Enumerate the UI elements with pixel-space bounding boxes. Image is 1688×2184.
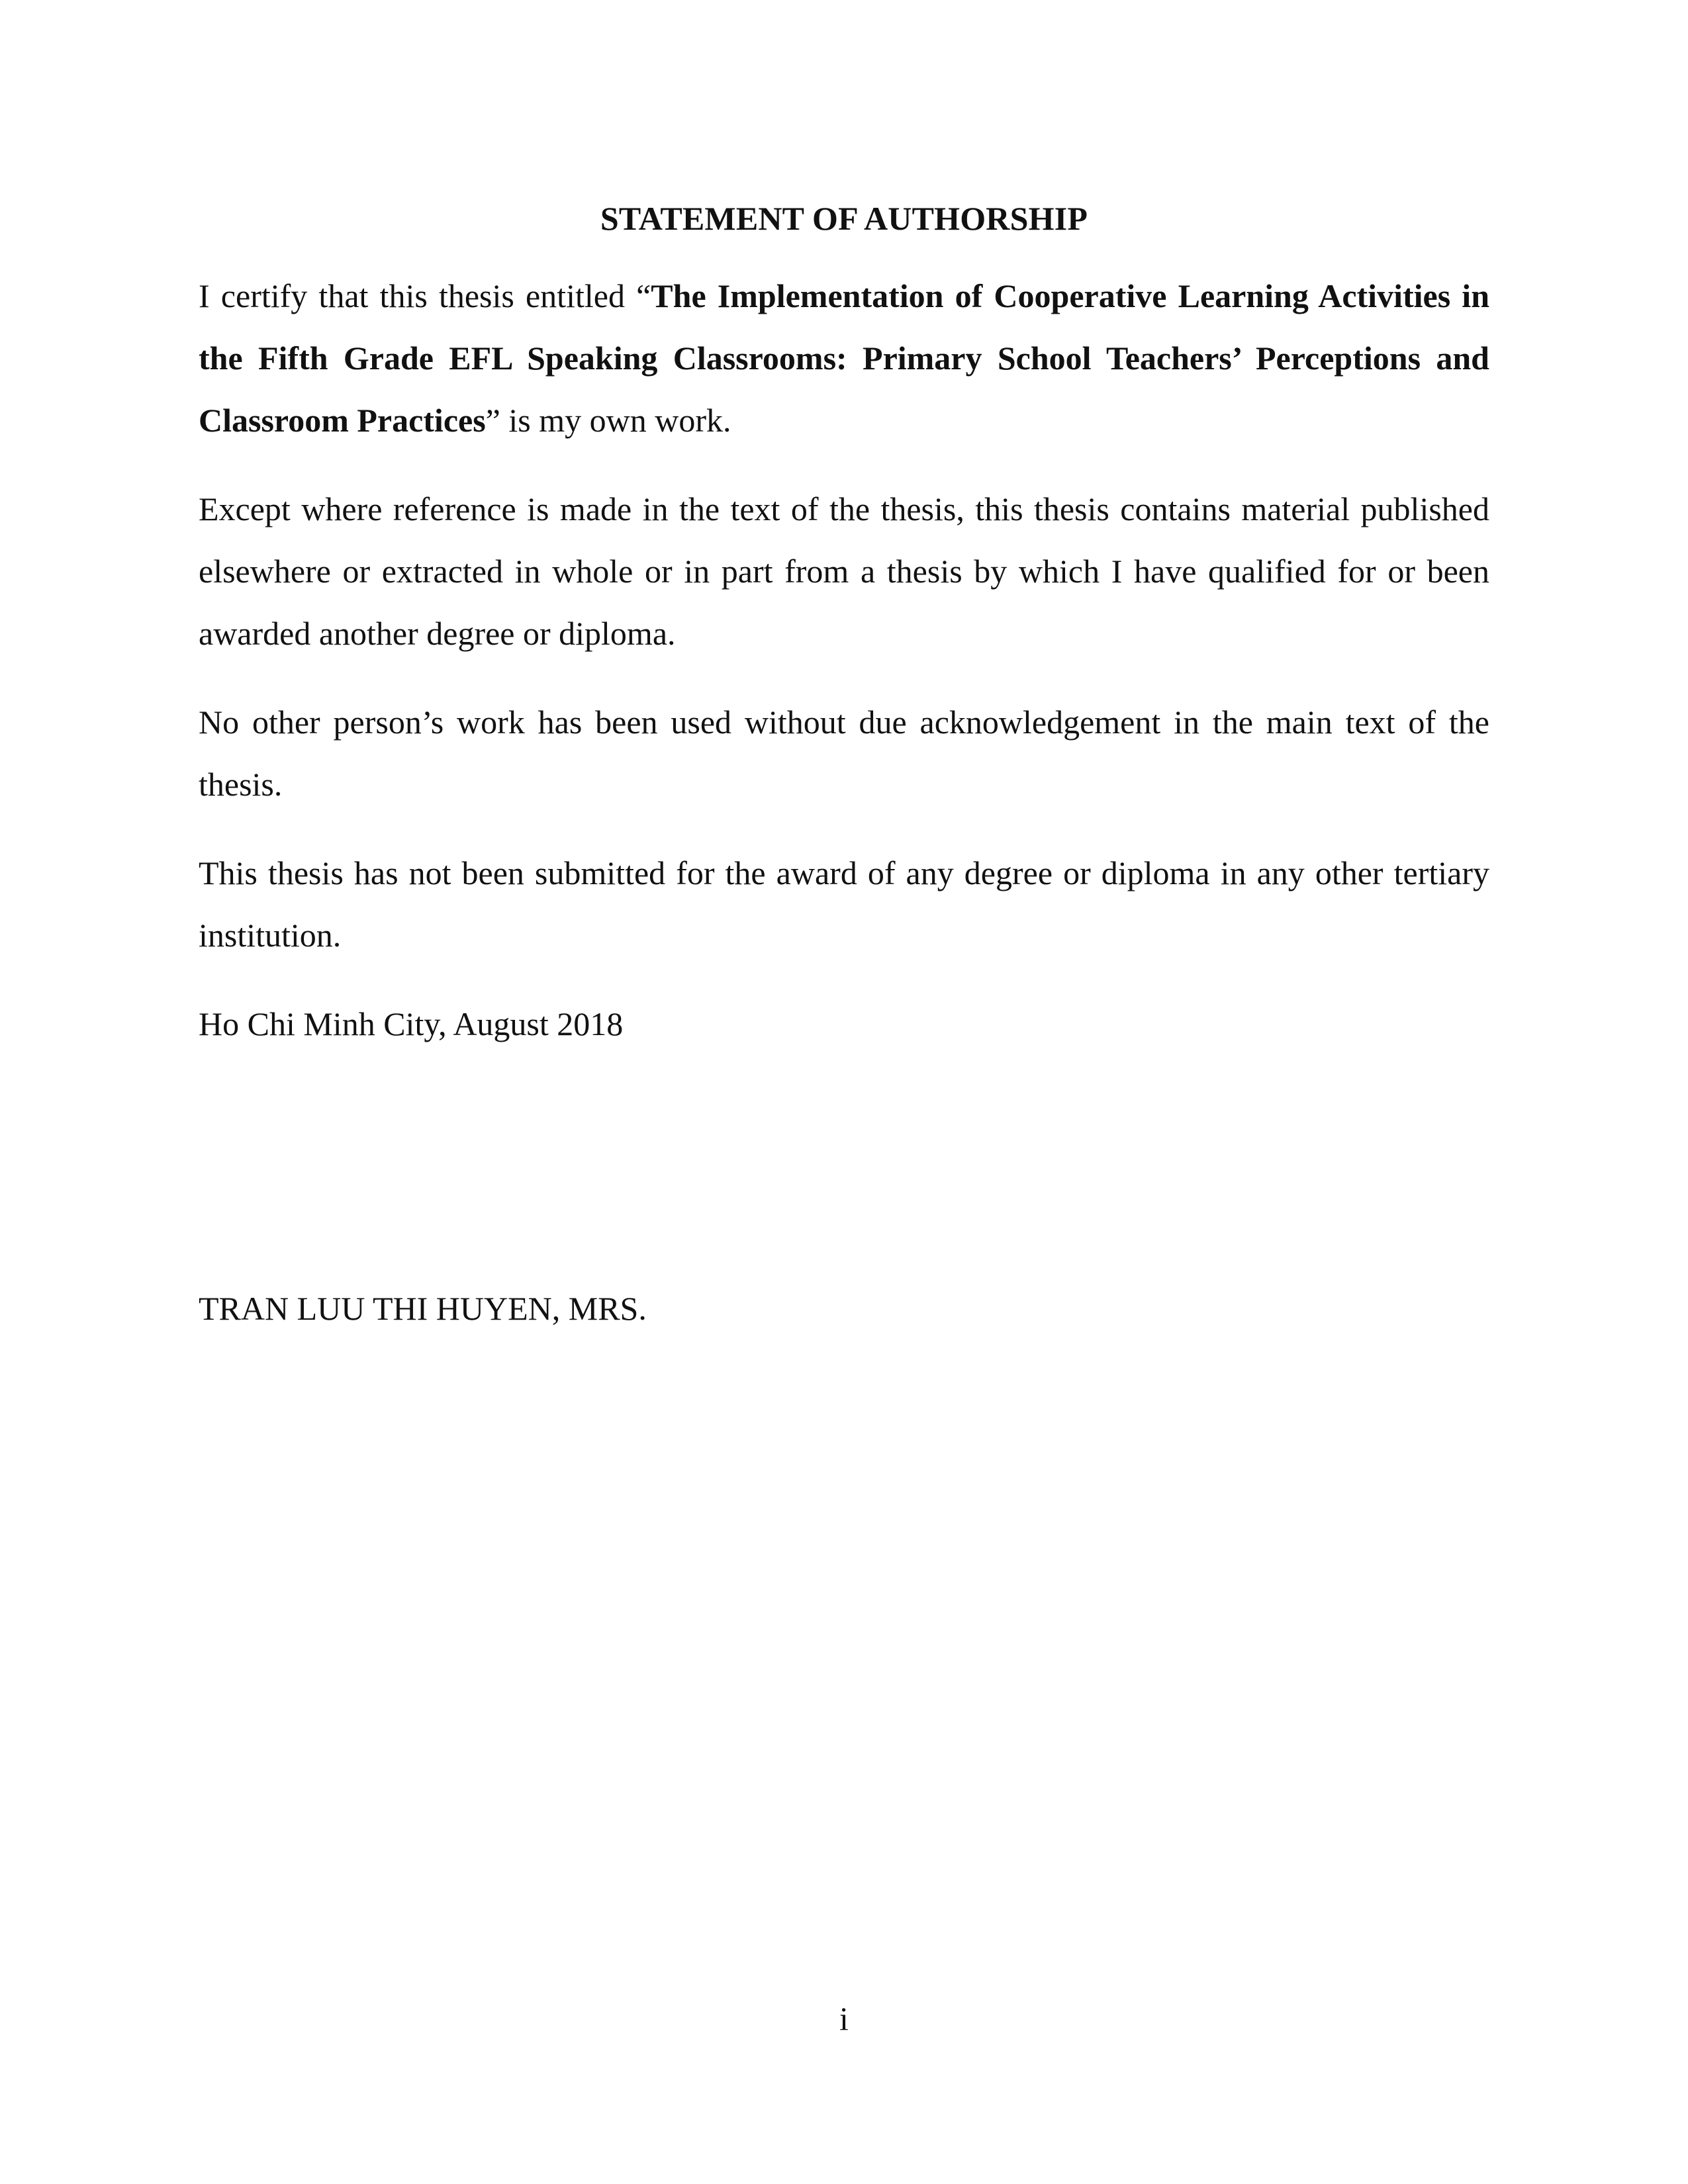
thesis-title: The Implementation of Cooperative Learning Activities in the Fifth Grade EFL Speaking Classrooms: Primary School Teachers’ Perceptions and Classroom Practices bbox=[199, 277, 1490, 439]
submission-paragraph: This thesis has not been submitted for the award of any degree or diploma in any other tertiary institution. bbox=[199, 854, 1489, 954]
certify-suffix: ” is my own work. bbox=[485, 402, 731, 439]
reference-paragraph: Except where reference is made in the text of the thesis, this thesis contains material published elsewhere or extracted in whole or in part from a thesis by which I have qualified for or been awarded another degree or diploma. bbox=[199, 490, 1489, 652]
acknowledgement-paragraph: No other person’s work has been used without due acknowledgement in the main text of the thesis. bbox=[199, 704, 1489, 803]
certify-paragraph bbox=[199, 265, 1489, 451]
signature-name: TRAN LUU THI HUYEN, MRS. bbox=[199, 1290, 647, 1327]
document-body bbox=[199, 199, 1489, 1055]
page-number: i bbox=[839, 2000, 849, 2037]
page-title: STATEMENT OF AUTHORSHIP bbox=[600, 200, 1088, 237]
place-date: Ho Chi Minh City, August 2018 bbox=[199, 1005, 624, 1042]
certify-prefix: I certify that this thesis entitled “ bbox=[199, 277, 651, 314]
